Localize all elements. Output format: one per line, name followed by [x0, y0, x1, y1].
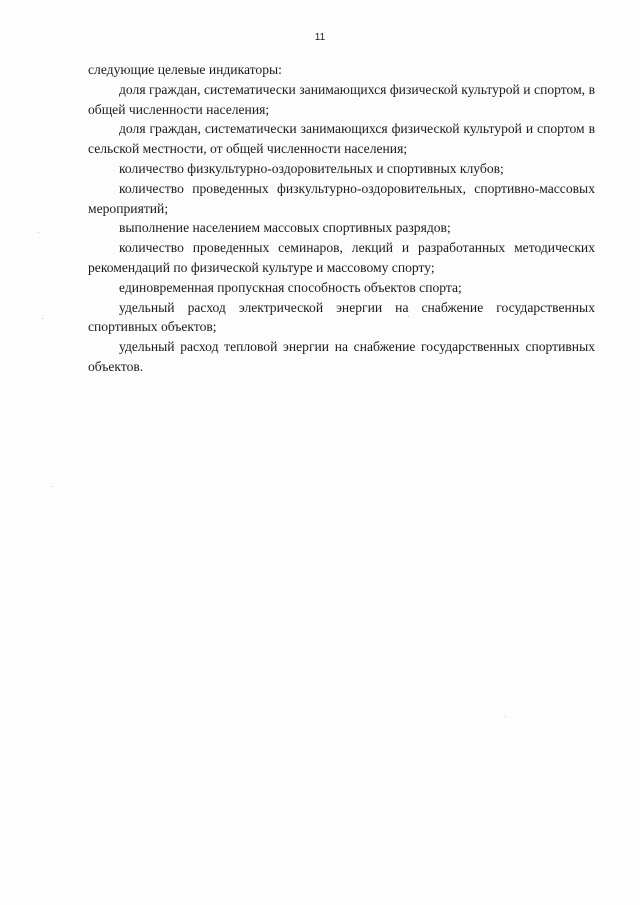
scan-speck: [52, 486, 53, 487]
intro-paragraph: следующие целевые индикаторы:: [88, 62, 282, 77]
indicator-item-6: количество проведенных семинаров, лекций и разработанных методических рекомендаций по физической культуре и массовому спорту;: [88, 240, 595, 275]
scan-speck: [408, 316, 409, 317]
indicator-item-8: удельный расход электрической энергии на снабжение государственных спортивных объектов;: [88, 299, 595, 335]
indicator-item-4: количество проведенных физкультурно-оздоровительных, спортивно-массовых мероприятий;: [88, 180, 595, 216]
scan-speck: [38, 232, 39, 233]
indicator-item-2: доля граждан, систематически занимающихся физической культурой и спортом в сельской местности, от общей численности населения;: [88, 121, 595, 157]
indicator-item-9: удельный расход тепловой энергии на снабжение государственных спортивных объектов.: [88, 339, 595, 374]
scan-speck: [505, 716, 506, 717]
page-number: 11: [314, 32, 326, 43]
indicator-item-1: доля граждан, систематически занимающихся физической культурой и спортом, в общей численности населения;: [88, 81, 595, 117]
scan-speck: [42, 318, 43, 319]
document-body: [88, 60, 595, 377]
indicator-item-5: выполнение населением массовых спортивных разрядов;: [119, 220, 451, 236]
indicator-item-7: единовременная пропускная способность объектов спорта;: [119, 279, 462, 295]
indicator-item-3: количество физкультурно-оздоровительных и спортивных клубов;: [119, 160, 504, 176]
